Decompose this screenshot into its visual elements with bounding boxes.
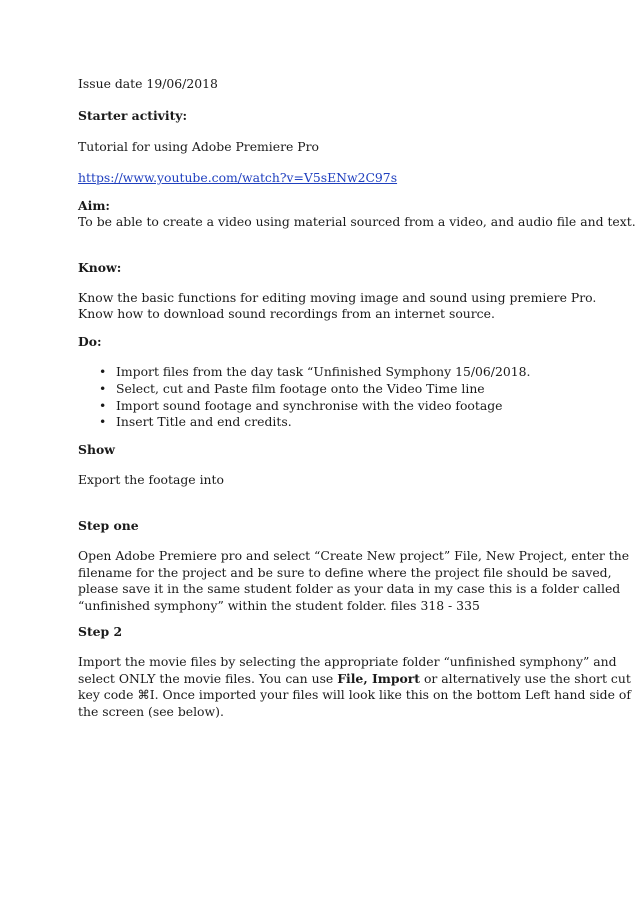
know-heading: Know: xyxy=(78,260,122,275)
starter-heading: Starter activity: xyxy=(78,108,188,123)
issue-date: Issue date 19/06/2018 xyxy=(78,76,218,91)
do-heading: Do: xyxy=(78,334,102,349)
list-item xyxy=(78,398,530,415)
show-heading: Show xyxy=(78,442,115,457)
step-one-line-1: Open Adobe Premiere pro and select “Create New project” File, New Project, enter the xyxy=(78,548,630,563)
do-bullet-list xyxy=(78,364,530,431)
list-item xyxy=(78,381,530,398)
step-two-heading: Step 2 xyxy=(78,624,123,639)
step-one-line-4: “unfinished symphony” within the student folder. files 318 - 335 xyxy=(78,597,480,613)
bullet-icon: • xyxy=(99,364,107,379)
bullet-icon: • xyxy=(99,380,107,396)
step-one-heading: Step one xyxy=(78,518,139,533)
list-item xyxy=(78,364,530,381)
aim-heading: Aim: xyxy=(78,198,111,213)
step-two-line-2 xyxy=(78,670,631,688)
aim-text: To be able to create a video using material sourced from a video, and audio file and text. xyxy=(78,214,636,229)
tutorial-link[interactable]: https://www.youtube.com/watch?v=V5sENw2C97s xyxy=(78,170,398,185)
step-two-line-2-post: or alternatively use the short cut xyxy=(420,670,631,686)
step-two-line-1: Import the movie files by selecting the appropriate folder “unfinished symphony” and xyxy=(78,654,617,669)
step-two-line-4: the screen (see below). xyxy=(78,703,224,719)
list-item-text: Select, cut and Paste film footage onto the Video Time line xyxy=(116,380,485,396)
list-item xyxy=(78,414,530,431)
starter-text: Tutorial for using Adobe Premiere Pro xyxy=(78,139,320,154)
step-two-paragraph xyxy=(78,654,631,720)
know-line-1: Know the basic functions for editing moving image and sound using premiere Pro. xyxy=(78,290,597,305)
list-item-text: Import sound footage and synchronise with the video footage xyxy=(116,397,503,413)
step-two-line-3: key code ⌘I. Once imported your files will look like this on the bottom Left hand side of xyxy=(78,687,631,702)
know-line-2: Know how to download sound recordings from an internet source. xyxy=(78,306,495,321)
tutorial-link-line xyxy=(78,170,397,187)
show-text: Export the footage into xyxy=(78,472,224,487)
step-one-line-2: filename for the project and be sure to define where the project file should be saved, xyxy=(78,564,612,580)
step-one-paragraph xyxy=(78,548,630,614)
file-import-menu-path: File, Import xyxy=(337,670,421,686)
step-two-line-2-pre: select ONLY the movie files. You can use xyxy=(78,670,338,686)
step-one-line-3: please save it in the same student folder as your data in my case this is a folder called xyxy=(78,581,621,596)
bullet-icon: • xyxy=(99,414,107,430)
bullet-icon: • xyxy=(99,397,107,413)
list-item-text: Import files from the day task “Unfinished Symphony 15/06/2018. xyxy=(116,364,531,379)
list-item-text: Insert Title and end credits. xyxy=(116,414,292,430)
